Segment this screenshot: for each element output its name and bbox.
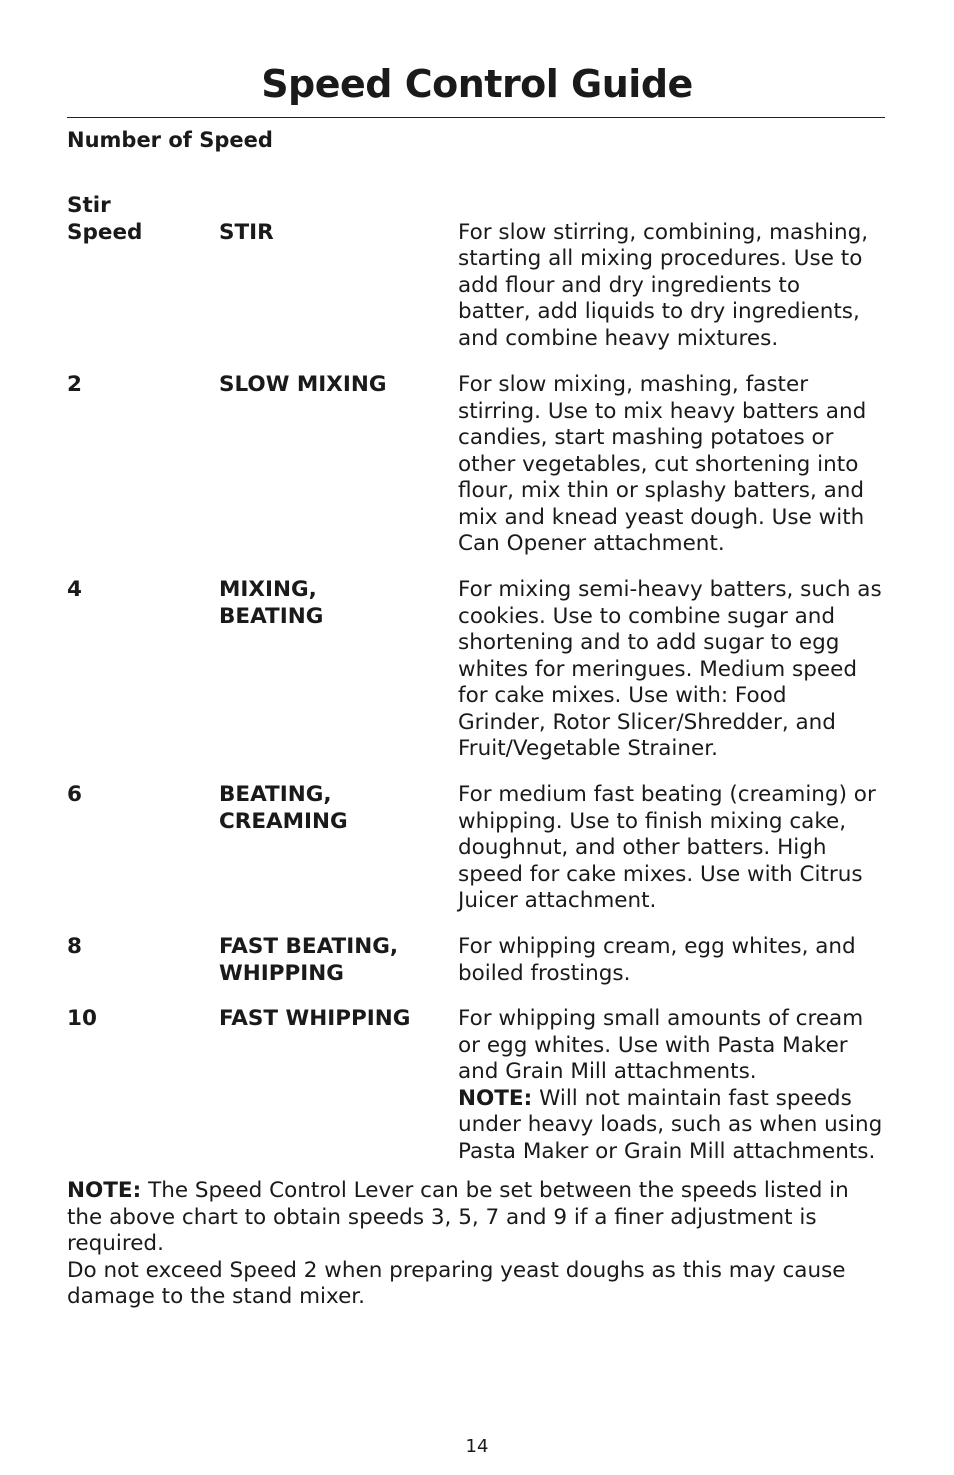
title-divider bbox=[67, 117, 885, 118]
row-note-label: NOTE: bbox=[458, 1085, 533, 1111]
speed-number: 4 bbox=[67, 577, 82, 602]
row-note-text: Will not maintain fast speeds under heavy loads, such as when using Pasta Maker or Grain Mill attachments. bbox=[458, 1085, 883, 1164]
column-header: Number of Speed bbox=[67, 128, 273, 152]
speed-description: For slow stirring, combining, mashing, starting all mixing procedures. Use to add flour and dry ingredients to batter, add liquids to dry ingredients, and combine heavy mixtures. bbox=[458, 219, 869, 351]
page-title: Speed Control Guide bbox=[261, 62, 693, 106]
footer-note-text: The Speed Control Lever can be set between the speeds listed in the above chart to obtain speeds 3, 5, 7 and 9 if a finer adjustment is required. bbox=[67, 1178, 849, 1256]
speed-number: 10 bbox=[67, 1006, 97, 1031]
speed-name: FAST BEATING, WHIPPING bbox=[219, 934, 399, 986]
speed-description-text: For whipping small amounts of cream or egg whites. Use with Pasta Maker and Grain Mill attachments. bbox=[458, 1006, 864, 1084]
footer-note bbox=[67, 1178, 885, 1258]
footer-notes bbox=[67, 1178, 885, 1311]
speed-number: Stir Speed bbox=[67, 193, 143, 245]
speed-description bbox=[458, 1006, 890, 1165]
speed-name: BEATING, CREAMING bbox=[219, 782, 348, 834]
speed-description: For mixing semi-heavy batters, such as cookies. Use to combine sugar and shortening and to add sugar to egg whites for meringues. Medium speed for cake mixes. Use with: Food Grinder, Rotor Slicer/Shredder, and Fruit/Vegetable Strainer. bbox=[458, 577, 882, 761]
speed-name: SLOW MIXING bbox=[219, 372, 387, 397]
speed-number: 2 bbox=[67, 372, 82, 397]
speed-description: For medium fast beating (creaming) or whipping. Use to finish mixing cake, doughnut, and other batters. High speed for cake mixes. Use with Citrus Juicer attachment. bbox=[458, 782, 876, 913]
page-number: 14 bbox=[465, 1436, 489, 1457]
speed-name: STIR bbox=[219, 219, 274, 245]
speed-name: FAST WHIPPING bbox=[219, 1006, 411, 1031]
speed-name: MIXING, BEATING bbox=[219, 577, 324, 629]
footer-warning: Do not exceed Speed 2 when preparing yeast doughs as this may cause damage to the stand mixer. bbox=[67, 1257, 846, 1309]
speed-number: 8 bbox=[67, 934, 82, 959]
footer-note-label: NOTE: bbox=[67, 1178, 142, 1203]
speed-description: For whipping cream, egg whites, and boiled frostings. bbox=[458, 934, 856, 986]
row-note bbox=[458, 1086, 882, 1164]
speed-description: For slow mixing, mashing, faster stirring. Use to mix heavy batters and candies, start mashing potatoes or other vegetables, cut shortening into flour, mix thin or splashy batters, and mix and knead yeast dough. Use with Can Opener attachment. bbox=[458, 372, 867, 556]
speed-number: 6 bbox=[67, 782, 82, 807]
